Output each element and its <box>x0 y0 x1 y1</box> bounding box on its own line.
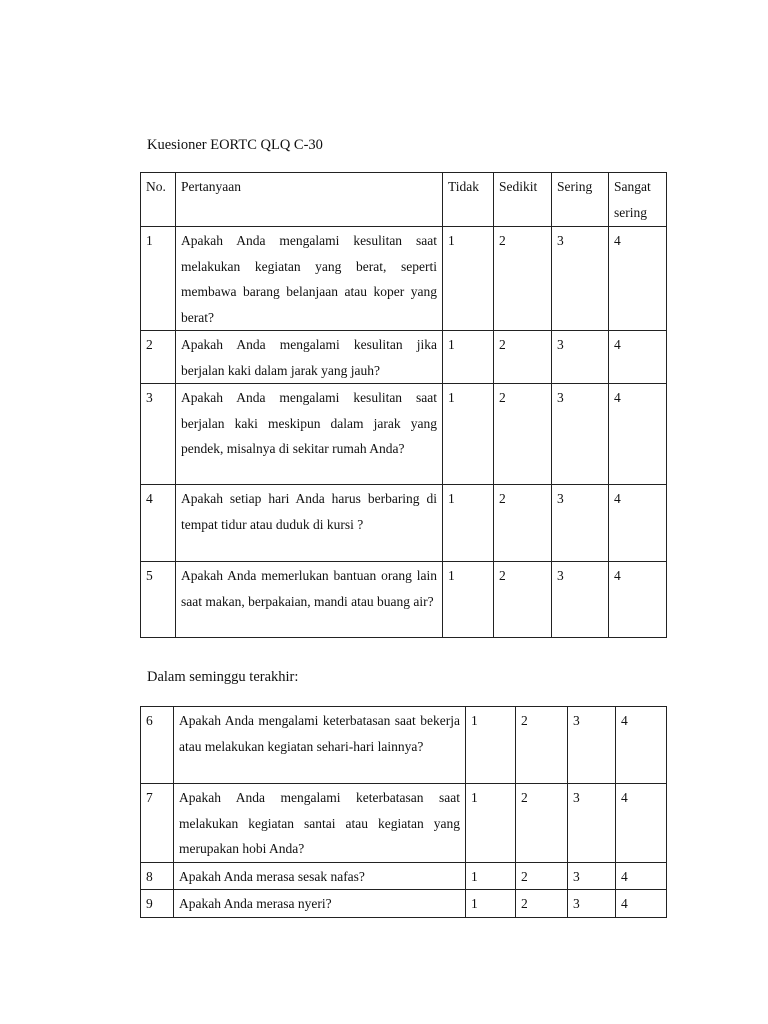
header-no: No. <box>141 173 176 227</box>
option-sedikit: 2 <box>494 227 552 331</box>
option-sedikit: 2 <box>494 331 552 384</box>
row-number: 7 <box>141 784 174 863</box>
option-tidak: 1 <box>466 784 516 863</box>
option-sangat-sering: 4 <box>616 707 667 784</box>
option-tidak: 1 <box>466 862 516 890</box>
header-sedikit: Sedikit <box>494 173 552 227</box>
row-question: Apakah Anda mengalami kesulitan saat melakukan kegiatan yang berat, seperti membawa barang belanjaan atau koper yang berat? <box>176 227 443 331</box>
option-sedikit: 2 <box>494 562 552 638</box>
option-sering: 3 <box>552 384 609 485</box>
row-number: 5 <box>141 562 176 638</box>
row-question: Apakah Anda mengalami kesulitan jika berjalan kaki dalam jarak yang jauh? <box>176 331 443 384</box>
option-sedikit: 2 <box>494 384 552 485</box>
row-number: 6 <box>141 707 174 784</box>
row-question: Apakah Anda mengalami keterbatasan saat melakukan kegiatan santai atau kegiatan yang merupakan hobi Anda? <box>174 784 466 863</box>
option-sering: 3 <box>568 890 616 918</box>
row-number: 9 <box>141 890 174 918</box>
row-number: 1 <box>141 227 176 331</box>
table-row <box>141 384 667 485</box>
table-row <box>141 485 667 562</box>
header-sangat-sering: Sangat sering <box>609 173 667 227</box>
option-tidak: 1 <box>466 890 516 918</box>
questionnaire-table-2 <box>140 706 667 918</box>
option-sedikit: 2 <box>516 784 568 863</box>
option-sangat-sering: 4 <box>609 562 667 638</box>
option-sangat-sering: 4 <box>609 485 667 562</box>
table-row <box>141 784 667 863</box>
option-sering: 3 <box>552 331 609 384</box>
table-row <box>141 707 667 784</box>
option-tidak: 1 <box>443 562 494 638</box>
table-header-row <box>141 173 667 227</box>
option-tidak: 1 <box>466 707 516 784</box>
table-row <box>141 890 667 918</box>
option-sangat-sering: 4 <box>609 227 667 331</box>
row-question: Apakah setiap hari Anda harus berbaring di tempat tidur atau duduk di kursi ? <box>176 485 443 562</box>
page-title: Kuesioner EORTC QLQ C-30 <box>147 137 323 153</box>
option-sering: 3 <box>552 562 609 638</box>
row-number: 2 <box>141 331 176 384</box>
option-tidak: 1 <box>443 485 494 562</box>
header-tidak: Tidak <box>443 173 494 227</box>
row-question: Apakah Anda mengalami kesulitan saat berjalan kaki meskipun dalam jarak yang pendek, misalnya di sekitar rumah Anda? <box>176 384 443 485</box>
row-question: Apakah Anda mengalami keterbatasan saat bekerja atau melakukan kegiatan sehari-hari lainnya? <box>174 707 466 784</box>
table-row <box>141 562 667 638</box>
option-sangat-sering: 4 <box>616 784 667 863</box>
table-row <box>141 331 667 384</box>
table-row <box>141 227 667 331</box>
option-sangat-sering: 4 <box>616 890 667 918</box>
row-number: 3 <box>141 384 176 485</box>
option-sedikit: 2 <box>516 707 568 784</box>
section-subtitle: Dalam seminggu terakhir: <box>147 669 299 685</box>
row-question: Apakah Anda merasa nyeri? <box>174 890 466 918</box>
option-sedikit: 2 <box>494 485 552 562</box>
row-number: 4 <box>141 485 176 562</box>
option-sedikit: 2 <box>516 862 568 890</box>
option-sedikit: 2 <box>516 890 568 918</box>
option-sering: 3 <box>568 862 616 890</box>
row-number: 8 <box>141 862 174 890</box>
option-sering: 3 <box>552 485 609 562</box>
option-sering: 3 <box>568 784 616 863</box>
table-row <box>141 862 667 890</box>
questionnaire-table-1 <box>140 172 667 638</box>
option-sering: 3 <box>552 227 609 331</box>
option-sangat-sering: 4 <box>616 862 667 890</box>
option-tidak: 1 <box>443 384 494 485</box>
header-question: Pertanyaan <box>176 173 443 227</box>
row-question: Apakah Anda memerlukan bantuan orang lain saat makan, berpakaian, mandi atau buang air? <box>176 562 443 638</box>
option-sangat-sering: 4 <box>609 384 667 485</box>
option-tidak: 1 <box>443 227 494 331</box>
row-question: Apakah Anda merasa sesak nafas? <box>174 862 466 890</box>
option-tidak: 1 <box>443 331 494 384</box>
option-sangat-sering: 4 <box>609 331 667 384</box>
header-sering: Sering <box>552 173 609 227</box>
option-sering: 3 <box>568 707 616 784</box>
